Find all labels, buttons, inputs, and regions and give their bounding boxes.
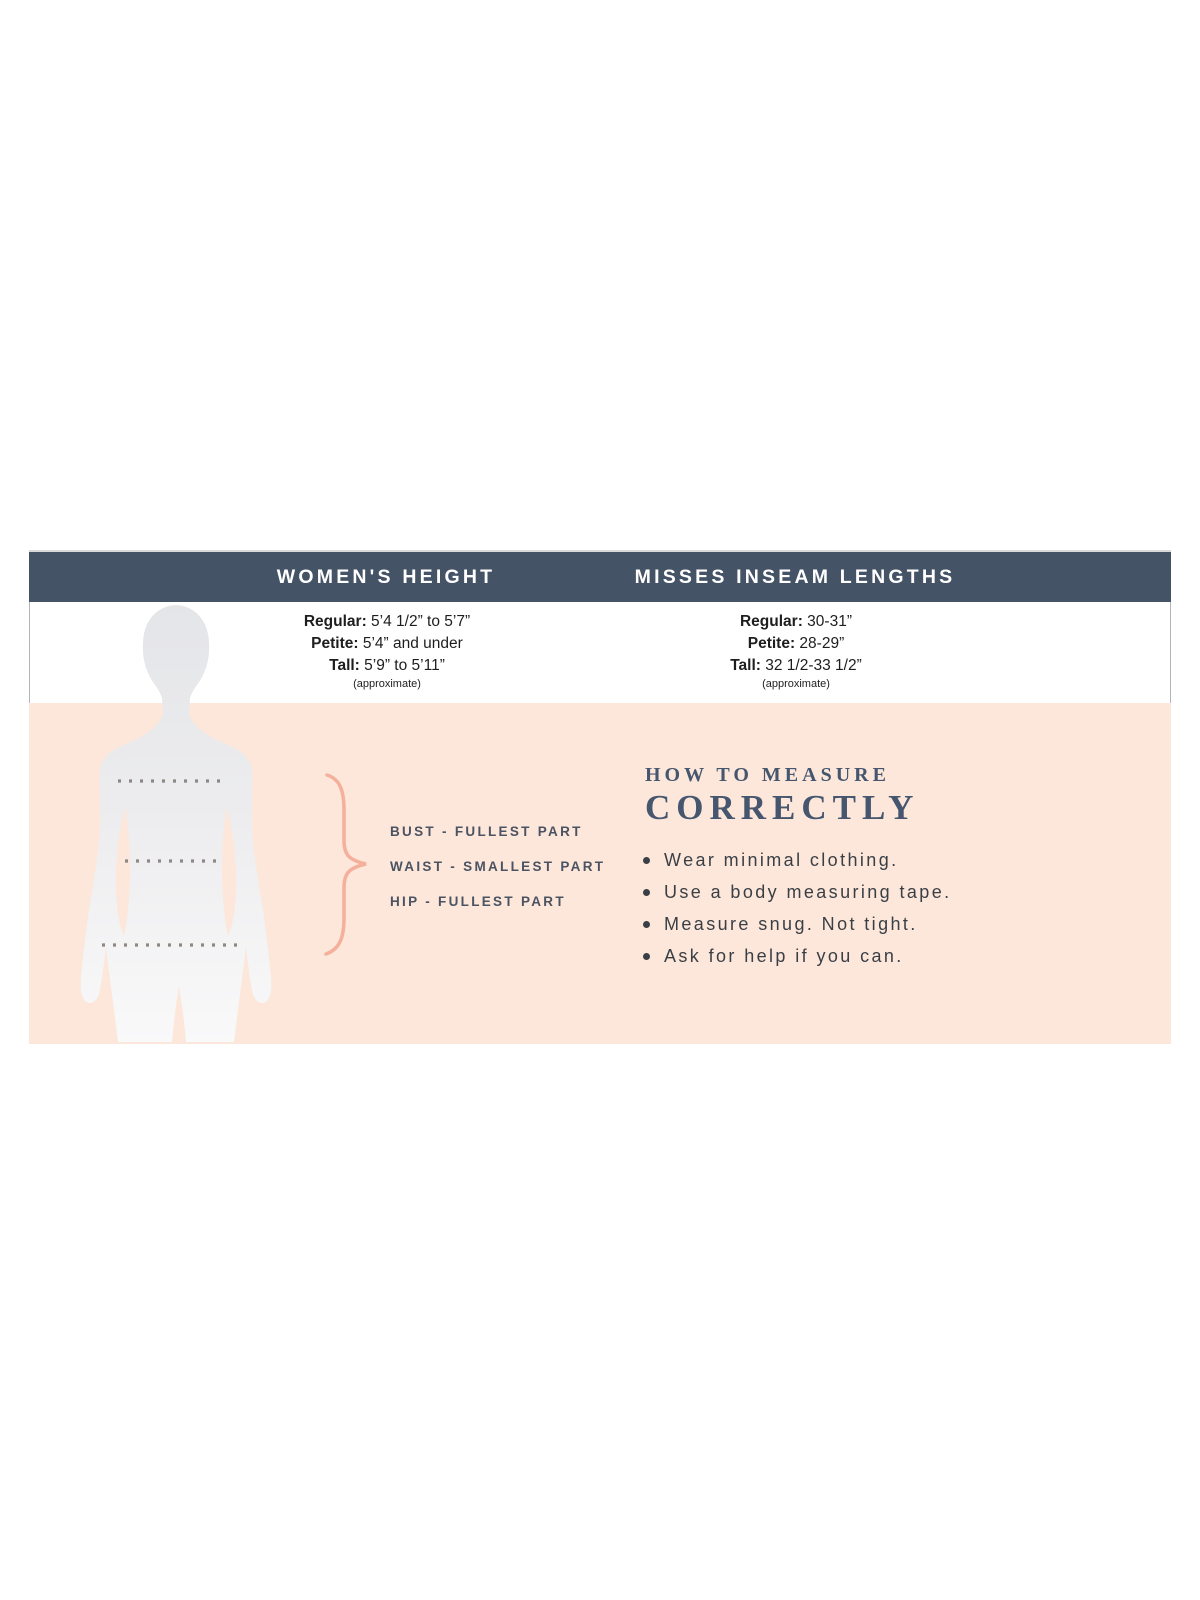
inseam-approximate-note: (approximate) [762, 678, 830, 690]
tip-text: Use a body measuring tape. [664, 882, 952, 902]
tip-item [643, 881, 952, 903]
inseam-tall-label: Tall: [730, 657, 761, 674]
height-approximate-note: (approximate) [353, 678, 421, 690]
height-row-tall [304, 655, 470, 677]
misses-inseam-values [730, 611, 862, 692]
inseam-petite-value: 28-29” [799, 635, 845, 652]
height-regular-value: 5’4 1/2” to 5’7” [371, 613, 471, 630]
bullet-icon [643, 889, 650, 896]
female-body-silhouette-illustration [60, 604, 292, 1042]
height-petite-label: Petite: [311, 635, 359, 652]
height-tall-value: 5’9” to 5’11” [364, 657, 445, 674]
tip-item [643, 913, 952, 935]
heading-how-to-measure: HOW TO MEASURE [645, 764, 890, 786]
bullet-icon [643, 857, 650, 864]
height-row-petite [304, 633, 470, 655]
bullet-icon [643, 921, 650, 928]
tip-text: Measure snug. Not tight. [664, 914, 918, 934]
heading-correctly: CORRECTLY [645, 788, 920, 827]
table-header-bar [29, 550, 1171, 602]
waist-label: WAIST - SMALLEST PART [390, 859, 606, 874]
body-silhouette-shape [81, 605, 271, 1042]
height-petite-value: 5’4” and under [362, 635, 463, 652]
hip-label: HIP - FULLEST PART [390, 894, 566, 909]
misses-inseam-header: MISSES INSEAM LENGTHS [634, 566, 956, 588]
measurement-point-labels [390, 814, 605, 919]
bust-label: BUST - FULLEST PART [390, 824, 583, 839]
height-regular-label: Regular: [303, 613, 367, 630]
tip-item [643, 945, 952, 967]
measurement-brace-icon [315, 768, 375, 963]
inseam-row-regular [730, 611, 862, 633]
inseam-row-petite [730, 633, 862, 655]
measuring-tips-list [643, 849, 952, 977]
inseam-regular-value: 30-31” [807, 613, 852, 630]
inseam-regular-label: Regular: [739, 613, 803, 630]
inseam-row-tall [730, 655, 862, 677]
height-tall-label: Tall: [329, 657, 360, 674]
height-row-regular [304, 611, 470, 633]
womens-height-header: WOMEN'S HEIGHT [276, 566, 496, 588]
how-to-measure-heading [645, 762, 919, 828]
bullet-icon [643, 953, 650, 960]
size-guide-panel [29, 550, 1171, 1044]
tip-text: Ask for help if you can. [664, 946, 904, 966]
womens-height-values [304, 611, 470, 692]
inseam-petite-label: Petite: [747, 635, 796, 652]
tip-text: Wear minimal clothing. [664, 850, 899, 870]
inseam-tall-value: 32 1/2-33 1/2” [765, 657, 862, 674]
tip-item [643, 849, 952, 871]
